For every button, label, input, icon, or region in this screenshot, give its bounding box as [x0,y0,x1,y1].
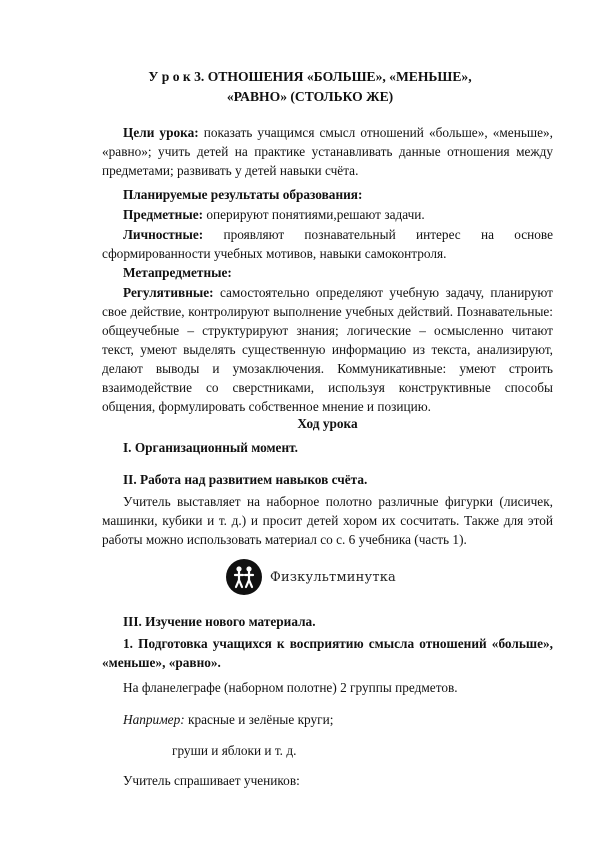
personal-label: Личностные: [123,227,204,242]
lesson-goals [102,123,553,180]
subject-label: Предметные: [123,207,204,222]
meta-heading: Метапредметные: [123,265,232,280]
physical-break-banner [226,554,432,600]
section-1-heading: I. Организационный момент. [123,440,298,455]
results-heading: Планируемые результаты образования: [123,187,363,202]
regulative-label: Регулятивные: [123,285,214,300]
section-2-text: Учитель выставляет на наборное полотно различные фигурки (лисичек, машинки, кубики и т. д.) и просит детей хором их сосчитать. Также для этой работы можно использовать материал со с. 6 учебника (часть 1). [102,494,553,547]
subject-text: оперируют понятиями,решают задачи. [206,207,425,222]
personal-text: проявляют познавательный интерес на основе сформированности учебных мотивов, навыки самоконтроля. [102,227,554,261]
lesson-flow-heading: Ход урока [297,416,358,431]
regulative-text: самостоятельно определяют учебную задачу, планируют свое действие, контролируют выполнение учебных действий. Познавательные: общеучебные – структурируют знания; логические – осмысленно читают текст, умеют выделять существенную информацию из текста, анализируют, делают выводы и умозаключения. Коммуникативные: умеют строить взаимодействие со сверстниками, используя конструктивные способы общения, формулировать собственное мнение и позицию. [102,285,553,414]
lesson-title-line-1: У р о к 3. ОТНОШЕНИЯ «БОЛЬШЕ», «МЕНЬШЕ», [148,69,472,84]
banner-text: Физкультминутка [270,569,397,585]
example-label: Например: [123,712,185,727]
goals-text: показать учащимся смысл отношений «больше», «меньше», «равно»; учить детей на практике устанавливать данные отношения между предметами; развивать у детей навыки счёта. [102,125,554,178]
running-children-icon [226,559,262,595]
subject-results [123,205,425,224]
regulative-results [102,283,553,416]
personal-results [102,225,553,263]
example-1: красные и зелёные круги; [188,712,334,727]
goals-label: Цели урока: [123,125,199,140]
section-3-heading: III. Изучение нового материала. [123,614,316,629]
example-line-1 [123,710,333,729]
flannel-board-text: На фланелеграфе (наборном полотне) 2 группы предметов. [123,680,458,695]
section-2-heading: II. Работа над развитием навыков счёта. [123,472,368,487]
section-3-1-heading: 1. Подготовка учащихся к восприятию смысла отношений «больше», «меньше», «равно». [102,636,553,670]
example-line-2: груши и яблоки и т. д. [172,743,297,758]
lesson-title-line-2: «РАВНО» (СТОЛЬКО ЖЕ) [226,89,394,104]
teacher-asks: Учитель спрашивает учеников: [123,773,300,788]
